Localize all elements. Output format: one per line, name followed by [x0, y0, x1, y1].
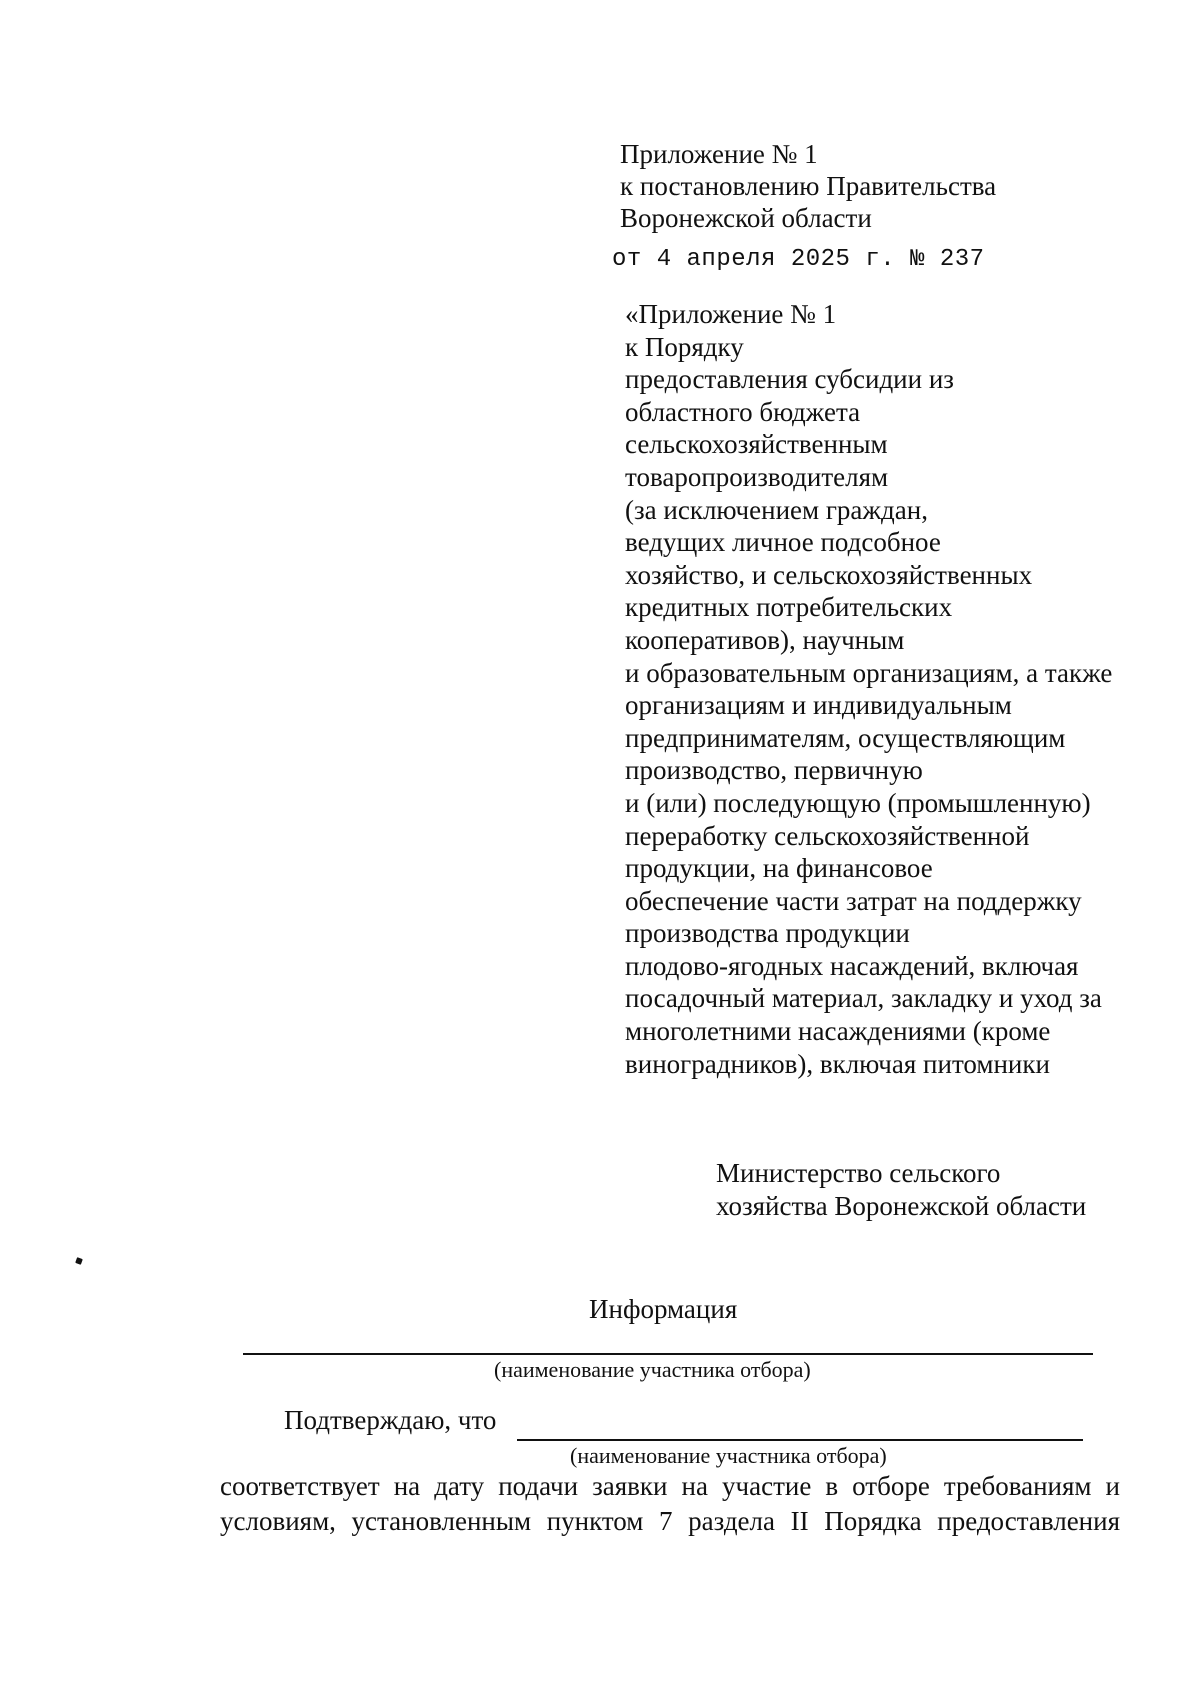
appendix-line: многолетними насаждениями (кроме — [625, 1016, 1051, 1047]
resolution-region: Воронежской области — [620, 203, 872, 233]
appendix-line: посадочный материал, закладку и уход за — [625, 983, 1102, 1014]
appendix-line: кредитных потребительских — [625, 592, 953, 623]
form-title: Информация — [589, 1294, 738, 1324]
resolution-title: к постановлению Правительства — [620, 171, 997, 201]
confirm-participant-caption: (наименование участника отбора) — [570, 1443, 887, 1468]
body-line: соответствует на дату подачи заявки на участие в отборе требованиям и — [220, 1471, 1120, 1501]
appendix-line: плодово-ягодных насаждений, включая — [625, 950, 1079, 981]
resolution-reference-block — [620, 138, 996, 234]
appendix-line: товаропроизводителям — [625, 461, 889, 492]
body-line: условиям, установленным пунктом 7 раздела II Порядка предоставления — [220, 1506, 1120, 1536]
appendix-line: и (или) последующую (промышленную) — [625, 787, 1091, 818]
procedure-appendix-block — [625, 298, 1112, 1080]
appendix-line: организациям и индивидуальным — [625, 690, 1012, 721]
appendix-line: предоставления субсидии из — [625, 364, 954, 395]
appendix-line: «Приложение № 1 — [625, 299, 837, 329]
appendix-line: виноградников), включая питомники — [625, 1048, 1050, 1079]
appendix-line: к Порядку — [625, 331, 744, 362]
appendix-line: предпринимателям, осуществляющим — [625, 722, 1066, 753]
resolution-appendix-number: Приложение № 1 — [620, 139, 818, 169]
addressee-line: хозяйства Воронежской области — [716, 1191, 1087, 1221]
confirm-label: Подтверждаю, что — [284, 1405, 497, 1435]
appendix-line: переработку сельскохозяйственной — [625, 820, 1030, 851]
addressee-line: Министерство сельского — [716, 1158, 1001, 1188]
participant-name-caption: (наименование участника отбора) — [494, 1357, 811, 1382]
appendix-line: производство, первичную — [625, 755, 923, 786]
scan-mark — [75, 1257, 83, 1265]
appendix-line: хозяйство, и сельскохозяйственных — [625, 559, 1033, 590]
confirm-participant-line — [517, 1439, 1083, 1441]
appendix-line: (за исключением граждан, — [625, 494, 928, 525]
resolution-date-number: от 4 апреля 2025 г. № 237 — [612, 246, 985, 273]
appendix-line: производства продукции — [625, 918, 910, 949]
appendix-line: сельскохозяйственным — [625, 429, 888, 460]
appendix-line: кооперативов), научным — [625, 624, 905, 655]
appendix-line: продукции, на финансовое — [625, 853, 933, 884]
addressee-block — [716, 1157, 1086, 1223]
appendix-line: ведущих личное подсобное — [625, 527, 941, 558]
participant-name-line — [243, 1353, 1093, 1355]
appendix-line: и образовательным организациям, а также — [625, 657, 1113, 688]
appendix-line: областного бюджета — [625, 396, 861, 427]
appendix-line: обеспечение части затрат на поддержку — [625, 885, 1082, 916]
body-paragraph — [220, 1469, 1120, 1539]
